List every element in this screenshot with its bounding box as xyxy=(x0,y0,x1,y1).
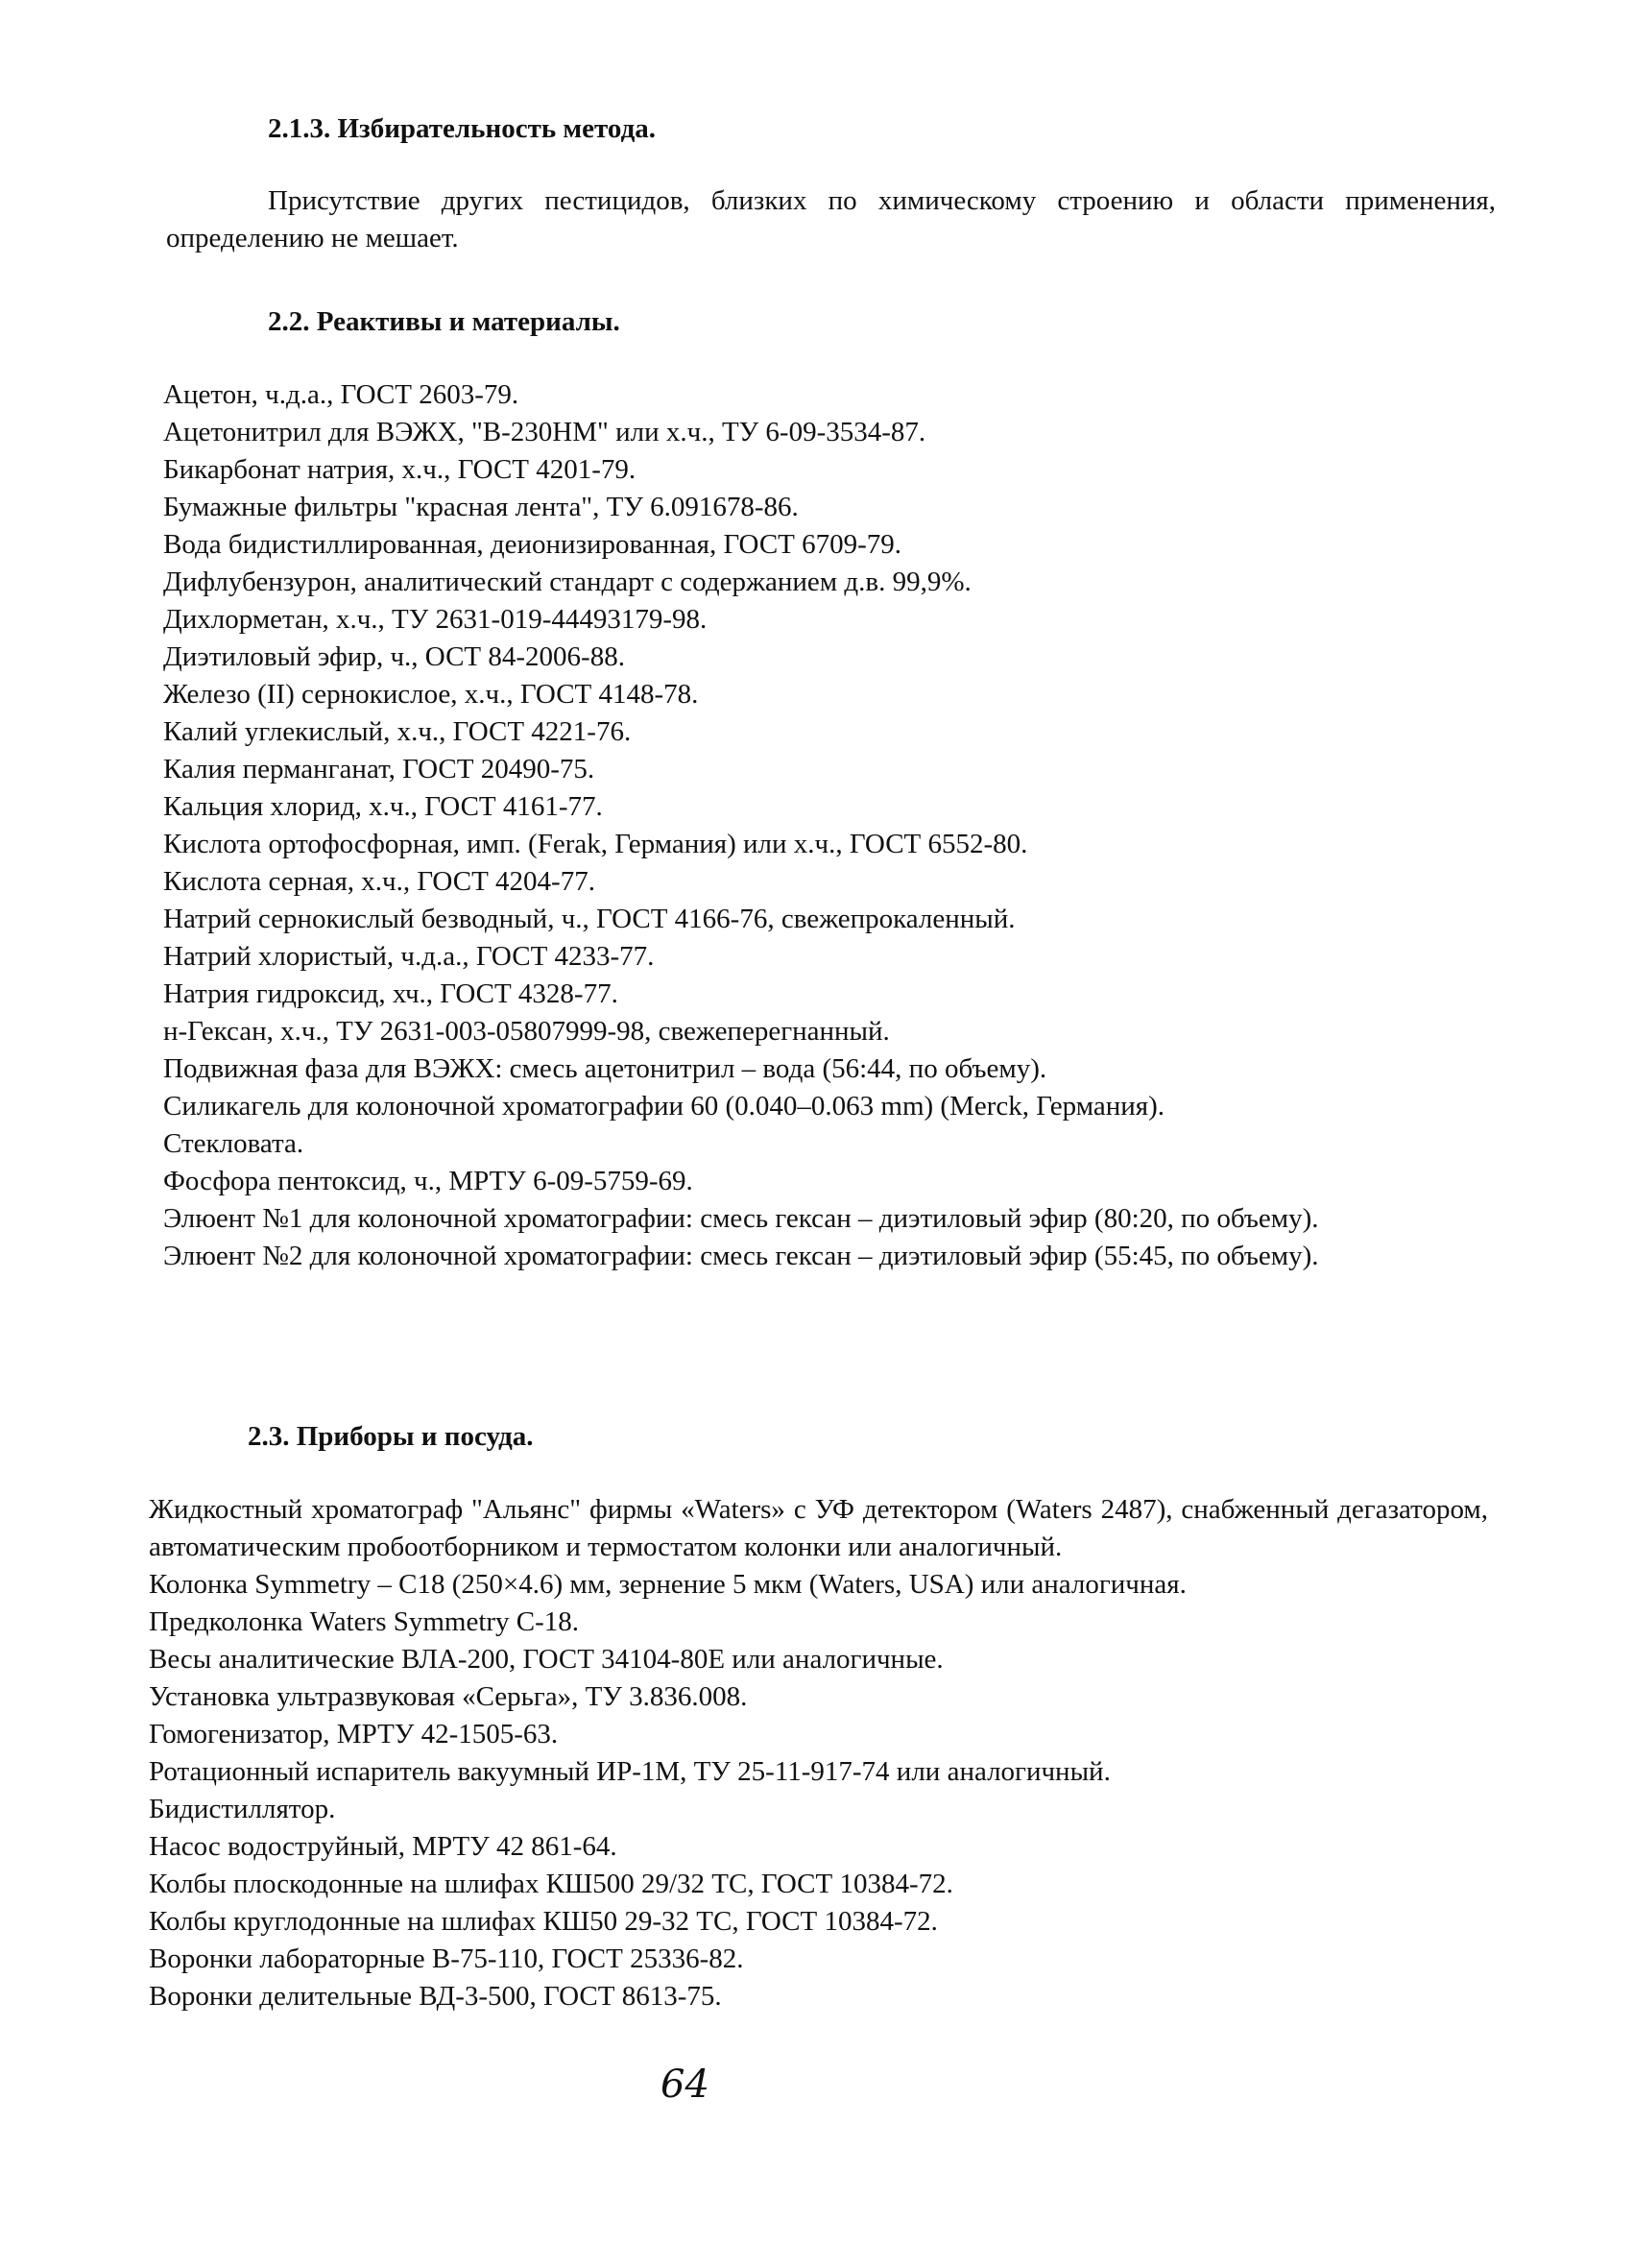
equipment-list xyxy=(149,1491,1488,2015)
reagent-item: Элюент №1 для колоночной хроматографии: смесь гексан – диэтиловый эфир (80:20, по объему). xyxy=(163,1203,1319,1234)
reagent-item: Бумажные фильтры "красная лента", ТУ 6.091678-86. xyxy=(163,492,799,522)
equipment-item: Установка ультразвуковая «Серьга», ТУ 3.836.008. xyxy=(149,1681,748,1712)
reagent-item: Фосфора пентоксид, ч., МРТУ 6-09-5759-69. xyxy=(163,1166,693,1196)
paragraph-selectivity: Присутствие других пестицидов, близких по химическому строению и области применения, определению не мешает. xyxy=(166,185,1496,253)
reagent-item: Ацетон, ч.д.а., ГОСТ 2603-79. xyxy=(163,379,519,410)
heading-2-2: 2.2. Реактивы и материалы. xyxy=(268,306,620,337)
reagent-item: Ацетонитрил для ВЭЖХ, "В-230НМ" или х.ч., ТУ 6-09-3534-87. xyxy=(163,417,926,447)
reagent-item: Калия перманганат, ГОСТ 20490-75. xyxy=(163,754,595,784)
reagent-item: Кислота серная, х.ч., ГОСТ 4204-77. xyxy=(163,866,595,897)
equipment-item: Ротационный испаритель вакуумный ИР-1М, ТУ 25-11-917-74 или аналогичный. xyxy=(149,1756,1111,1787)
heading-2-3: 2.3. Приборы и посуда. xyxy=(248,1421,534,1452)
equipment-item: Весы аналитические ВЛА-200, ГОСТ 34104-80Е или аналогичные. xyxy=(149,1644,944,1675)
reagent-item: Диэтиловый эфир, ч., ОСТ 84-2006-88. xyxy=(163,641,625,672)
reagent-item: н-Гексан, х.ч., ТУ 2631-003-05807999-98, свежеперегнанный. xyxy=(163,1016,890,1047)
equipment-item: Воронки лабораторные В-75-110, ГОСТ 25336-82. xyxy=(149,1943,744,1974)
reagent-item: Вода бидистиллированная, деионизированная, ГОСТ 6709-79. xyxy=(163,529,902,560)
equipment-item: Колбы плоскодонные на шлифах КШ500 29/32 ТС, ГОСТ 10384-72. xyxy=(149,1869,953,1899)
heading-2-1-3: 2.1.3. Избирательность метода. xyxy=(268,113,657,144)
reagent-item: Кислота ортофосфорная, имп. (Ferak, Германия) или х.ч., ГОСТ 6552-80. xyxy=(163,829,1028,859)
equipment-item: Колбы круглодонные на шлифах КШ50 29-32 ТС, ГОСТ 10384-72. xyxy=(149,1906,938,1937)
reagent-item: Натрий сернокислый безводный, ч., ГОСТ 4166-76, свежепрокаленный. xyxy=(163,904,1016,934)
reagent-item: Железо (II) сернокислое, х.ч., ГОСТ 4148-78. xyxy=(163,679,699,710)
equipment-item: Насос водоструйный, МРТУ 42 861-64. xyxy=(149,1831,617,1862)
reagent-item: Кальция хлорид, х.ч., ГОСТ 4161-77. xyxy=(163,791,603,822)
reagent-item: Дифлубензурон, аналитический стандарт с содержанием д.в. 99,9%. xyxy=(163,567,972,597)
reagent-item: Элюент №2 для колоночной хроматографии: смесь гексан – диэтиловый эфир (55:45, по объему). xyxy=(163,1241,1319,1271)
reagent-item: Натрия гидроксид, хч., ГОСТ 4328-77. xyxy=(163,978,618,1009)
reagent-item: Бикарбонат натрия, х.ч., ГОСТ 4201-79. xyxy=(163,454,636,485)
reagent-item: Силикагель для колоночной хроматографии 60 (0.040–0.063 mm) (Merck, Германия). xyxy=(163,1091,1165,1122)
reagent-item: Натрий хлористый, ч.д.а., ГОСТ 4233-77. xyxy=(163,941,655,972)
reagent-item: Подвижная фаза для ВЭЖХ: смесь ацетонитрил – вода (56:44, по объему). xyxy=(163,1053,1047,1084)
reagent-item: Стекловата. xyxy=(163,1128,304,1159)
equipment-item: Жидкостный хроматограф "Альянс" фирмы «Waters» с УФ детектором (Waters 2487), снабженный дегазатором, автоматическим пробоотборником и термостатом колонки или аналогичный. xyxy=(149,1494,1488,1562)
reagent-item: Дихлорметан, х.ч., ТУ 2631-019-44493179-98. xyxy=(163,604,708,635)
reagent-item: Калий углекислый, х.ч., ГОСТ 4221-76. xyxy=(163,716,632,747)
equipment-item: Колонка Symmetry – C18 (250×4.6) мм, зернение 5 мкм (Waters, USA) или аналогичная. xyxy=(149,1569,1187,1600)
equipment-item: Гомогенизатор, МРТУ 42-1505-63. xyxy=(149,1719,559,1749)
reagents-list xyxy=(163,376,1493,1275)
equipment-item: Предколонка Waters Symmetry C-18. xyxy=(149,1606,580,1637)
equipment-item: Бидистиллятор. xyxy=(149,1794,336,1824)
page-number: 64 xyxy=(660,2063,709,2107)
equipment-item: Воронки делительные ВД-3-500, ГОСТ 8613-75. xyxy=(149,1981,722,2012)
